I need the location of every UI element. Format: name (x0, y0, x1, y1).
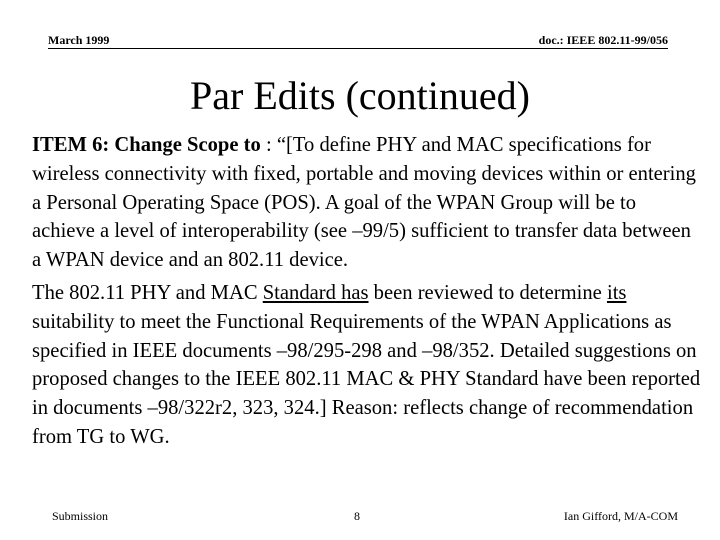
item-6-lead: ITEM 6: Change Scope to (32, 134, 266, 156)
header-date: March 1999 (48, 33, 110, 47)
review-underline-2: its (606, 281, 627, 304)
footer-submission: Submission (52, 509, 109, 523)
slide-title: Par Edits (continued) (190, 73, 530, 118)
header-doc-id: doc.: IEEE 802.11-99/056 (538, 33, 668, 47)
review-text-3: suitability to meet the Functional Requirements of the WPAN Applications as specified in IEEE documents –98/295-298 and –98/352. Detailed suggestions on proposed changes to the IEEE 802.11 MAC & PHY Standard have been reported in documents –98/322r2, 323, 324.] Reason: reflects change of recommendation from TG to WG. (32, 310, 701, 448)
footer-page-number: 8 (354, 509, 360, 523)
item-6-paragraph (32, 131, 704, 275)
review-text-1: The 802.11 PHY and MAC (32, 281, 263, 304)
item-6-text: : “[To define PHY and MAC specifications for wireless connectivity with fixed, portable and moving devices within or entering a Personal Operating Space (POS). A goal of the WPAN Group will be to achieve a level of interoperability (see –99/5) sufficient to transfer data between a WPAN device and an 802.11 device. (32, 134, 696, 272)
review-underline-1: Standard has (262, 281, 369, 304)
slide-body (32, 131, 704, 452)
review-paragraph (32, 279, 704, 452)
review-text-2: been reviewed to determine (368, 281, 607, 304)
footer-author: Ian Gifford, M/A-COM (563, 509, 678, 523)
header-rule (48, 48, 668, 49)
